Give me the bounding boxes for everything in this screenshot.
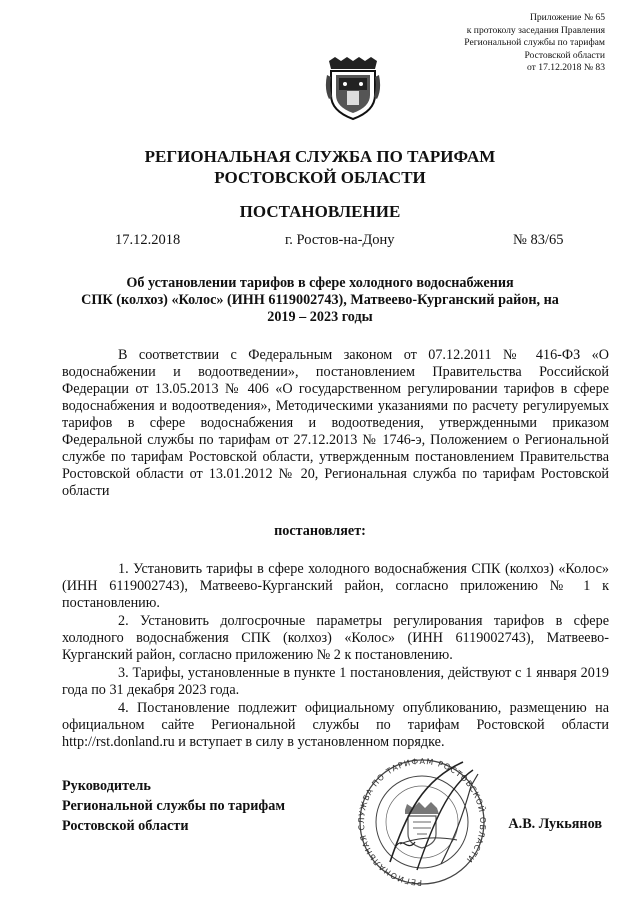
organization-title [0, 146, 640, 188]
appendix-line: Приложение № 65 [529, 12, 605, 23]
official-seal-stamp-icon [345, 752, 500, 887]
document-place: г. Ростов-на-Дону [285, 232, 395, 248]
document-number: № 83/65 [513, 232, 564, 248]
subject-line-2: СПК (колхоз) «Колос» (ИНН 6119002743), Матвеево-Курганский район, на [81, 292, 559, 308]
subject-line-1: Об установлении тарифов в сфере холодного водоснабжения [126, 275, 514, 291]
org-line-1: РЕГИОНАЛЬНАЯ СЛУЖБА ПО ТАРИФАМ [144, 147, 496, 166]
org-line-2: РОСТОВСКОЙ ОБЛАСТИ [214, 168, 426, 187]
appendix-note [405, 12, 605, 75]
resolves-heading: постановляет: [274, 523, 366, 539]
resolution-item-4: 4. Постановление подлежит официальному опубликованию, размещению на официальном сайте Региональной службы по тарифам Ростовской области http://rst.donland.ru и вступает в силу в установленном порядке. [62, 700, 609, 750]
stamp-text: РЕГИОНАЛЬНАЯ СЛУЖБА ПО ТАРИФАМ РОСТОВСКОЙ ОБЛАСТИ [356, 756, 488, 887]
subject-line-3: 2019 – 2023 годы [267, 309, 373, 325]
document-subject [60, 275, 580, 326]
appendix-line: Региональной службы по тарифам [464, 37, 605, 49]
resolution-item-3: 3. Тарифы, установленные в пункте 1 постановления, действуют с 1 января 2019 года по 31 декабря 2023 года. [62, 665, 609, 698]
appendix-line: от 17.12.2018 № 83 [527, 62, 605, 74]
signatory-line-2: Региональной службы по тарифам [62, 798, 286, 814]
appendix-line: к протоколу заседания Правления [466, 24, 605, 36]
appendix-line: Ростовской области [524, 49, 605, 61]
preamble-paragraph: В соответствии с Федеральным законом от 07.12.2011 № 416-ФЗ «О водоснабжении и водоотведении», постановлением Правительства Российской Федерации от 13.05.2013 № 406 «О государственном регулировании тарифов в сфере водоснабжения и водоотведения», Методическими указаниями по расчету регулируемых тарифов в сфере водоснабжения и водоотведения, утвержденными приказом Федеральной службы по тарифам от 27.12.2013 № 1746-э, Положением о Региональной службе по тарифам Ростовской области, утвержденным постановлением Правительства Ростовской области от 13.01.2012 № 20, Региональная служба по тарифам Ростовской области [62, 347, 609, 499]
signatory-line-3: Ростовской области [62, 818, 189, 834]
signatory-name: А.В. Лукьянов [508, 816, 602, 832]
document-date: 17.12.2018 [115, 232, 181, 248]
document-type: ПОСТАНОВЛЕНИЕ [239, 202, 401, 221]
resolution-item-2: 2. Установить долгосрочные параметры регулирования тарифов в сфере холодного водоснабжения СПК (колхоз) «Колос» (ИНН 6119002743), Матвеево-Курганский район, согласно приложению № 2 к постановлению. [62, 613, 609, 663]
coat-of-arms-emblem-icon [325, 55, 381, 121]
resolution-item-1: 1. Установить тарифы в сфере холодного водоснабжения СПК (колхоз) «Колос» (ИНН 6119002743), Матвеево-Курганский район, согласно приложению № 1 к постановлению. [62, 561, 609, 611]
signatory-line-1: Руководитель [62, 778, 151, 794]
signatory-title [62, 776, 285, 836]
